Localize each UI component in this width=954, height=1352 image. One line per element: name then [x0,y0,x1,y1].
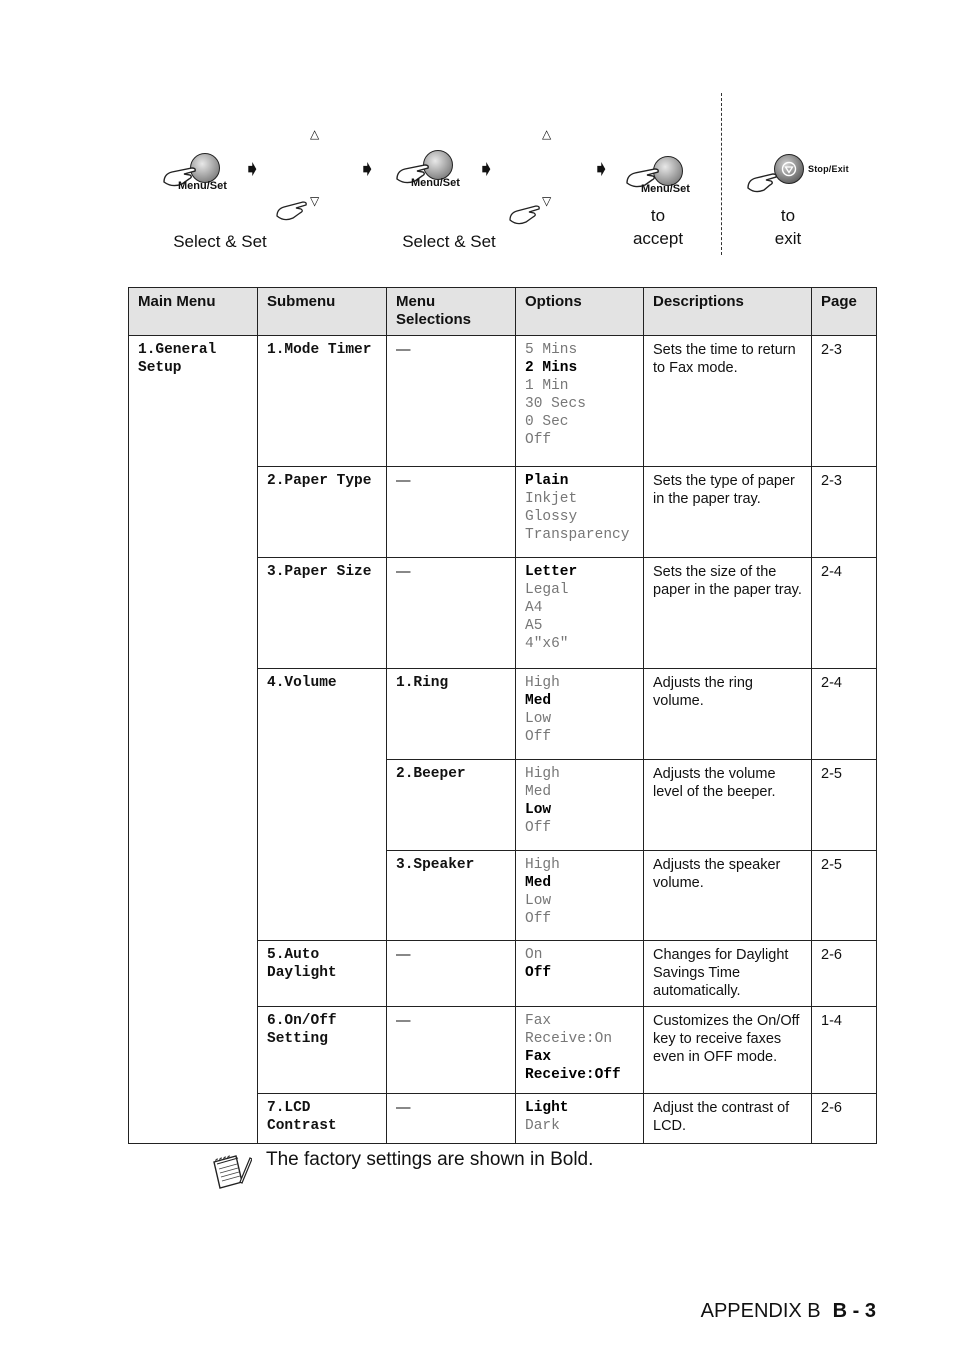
footer-section: APPENDIX B [700,1300,821,1322]
menu-selection-cell: — [387,1007,516,1094]
menu-selection-cell: — [387,467,516,558]
submenu-cell: 7.LCD Contrast [258,1094,387,1144]
page-cell: 2-3 [812,467,877,558]
default-option: Med [525,875,552,891]
option: Dark [525,1118,560,1134]
default-option: Plain [525,473,569,489]
option: Low [525,893,552,909]
menu-navigation-diagram [0,0,954,270]
description-cell: Changes for Daylight Savings Time automatically. [644,941,812,1007]
option: Legal [525,582,569,598]
page-cell: 2-3 [812,336,877,467]
option: A4 [525,600,543,616]
options-cell [516,941,644,1007]
options-cell [516,467,644,558]
up-arrow-icon: △ [310,127,320,141]
option: Med [525,784,552,800]
description-cell: Adjusts the ring volume. [644,669,812,760]
page-footer [701,1300,876,1323]
table-row [129,336,877,467]
default-option: Med [525,693,552,709]
option: Fax Receive:On [525,1013,613,1047]
header-menu-selections: Menu Selections [387,288,516,336]
caption-to-accept [618,204,698,250]
right-arrow-icon: ➧ [358,156,377,181]
options-cell [516,669,644,760]
default-option: Off [525,965,552,981]
options-cell [516,558,644,669]
pointing-hand-icon [746,168,782,194]
stop-symbol-icon [781,161,797,177]
table-body [129,336,877,1144]
right-arrow-icon: ➧ [477,156,496,181]
option: Inkjet [525,491,578,507]
caption-line: to [780,206,796,225]
description-cell: Sets the type of paper in the paper tray. [644,467,812,558]
menu-selection-cell: 1.Ring [387,669,516,760]
default-option: Light [525,1100,569,1116]
page-cell: 2-4 [812,558,877,669]
description-cell: Adjust the contrast of LCD. [644,1094,812,1144]
option: Glossy [525,509,578,525]
menu-selection-cell: 2.Beeper [387,760,516,851]
header-main-menu: Main Menu [129,288,258,336]
submenu-cell: 4.Volume [258,669,387,941]
option: High [525,857,560,873]
option: High [525,675,560,691]
up-arrow-icon: △ [542,127,552,141]
submenu-cell: 1.Mode Timer [258,336,387,467]
factory-settings-note: The factory settings are shown in Bold. [266,1149,594,1170]
option: 4"x6" [525,636,569,652]
description-cell: Adjusts the volume level of the beeper. [644,760,812,851]
menu-selection-cell: 3.Speaker [387,851,516,941]
pointing-hand-icon [508,202,542,226]
description-cell: Customizes the On/Off key to receive faxes even in OFF mode. [644,1007,812,1094]
options-cell [516,851,644,941]
caption-select-set-1: Select & Set [173,232,267,251]
dashed-divider [721,93,722,255]
settings-table [128,287,877,1144]
caption-select-set-2: Select & Set [402,232,496,251]
page-cell: 2-6 [812,1094,877,1144]
header-page: Page [812,288,877,336]
option: Low [525,711,552,727]
options-cell [516,336,644,467]
option: Off [525,729,552,745]
page-cell: 2-6 [812,941,877,1007]
default-option: Letter [525,564,578,580]
submenu-cell: 5.Auto Daylight [258,941,387,1007]
down-arrow-icon: ▽ [310,194,320,208]
menu-selection-cell: — [387,941,516,1007]
option: 30 Secs [525,396,586,412]
header-descriptions: Descriptions [644,288,812,336]
option: Off [525,432,552,448]
caption-line: to [650,206,666,225]
header-options: Options [516,288,644,336]
note-pad-icon [210,1152,252,1192]
menu-selection-cell: — [387,336,516,467]
submenu-cell: 6.On/Off Setting [258,1007,387,1094]
stop-exit-label: Stop/Exit [808,164,849,174]
option: High [525,766,560,782]
main-menu-cell: 1.General Setup [129,336,258,1144]
page-cell: 2-5 [812,760,877,851]
menu-set-label: Menu/Set [641,183,690,195]
right-arrow-icon: ➧ [243,156,262,181]
option: 5 Mins [525,342,578,358]
options-cell [516,1007,644,1094]
option: On [525,947,543,963]
options-cell [516,760,644,851]
options-cell [516,1094,644,1144]
submenu-cell: 2.Paper Type [258,467,387,558]
pointing-hand-icon [275,198,309,222]
option: Transparency [525,527,630,543]
caption-line: accept [632,229,684,248]
option: Off [525,820,552,836]
page-cell: 2-4 [812,669,877,760]
default-option: Low [525,802,552,818]
down-arrow-icon: ▽ [542,194,552,208]
description-cell: Adjusts the speaker volume. [644,851,812,941]
description-cell: Sets the time to return to Fax mode. [644,336,812,467]
page-cell: 2-5 [812,851,877,941]
submenu-cell: 3.Paper Size [258,558,387,669]
option: Off [525,911,552,927]
right-arrow-icon: ➧ [592,156,611,181]
header-submenu: Submenu [258,288,387,336]
page-cell: 1-4 [812,1007,877,1094]
menu-selection-cell: — [387,1094,516,1144]
menu-set-label: Menu/Set [178,180,227,192]
footer-page-number: B - 3 [832,1300,876,1322]
default-option: 2 Mins [525,360,578,376]
menu-selection-cell: — [387,558,516,669]
option: A5 [525,618,543,634]
option: 1 Min [525,378,569,394]
table-header-row [129,288,877,336]
description-cell: Sets the size of the paper in the paper tray. [644,558,812,669]
default-option: Fax Receive:Off [525,1049,621,1083]
option: 0 Sec [525,414,569,430]
caption-to-exit [758,204,818,250]
caption-line: exit [774,229,802,248]
menu-set-label: Menu/Set [411,177,460,189]
